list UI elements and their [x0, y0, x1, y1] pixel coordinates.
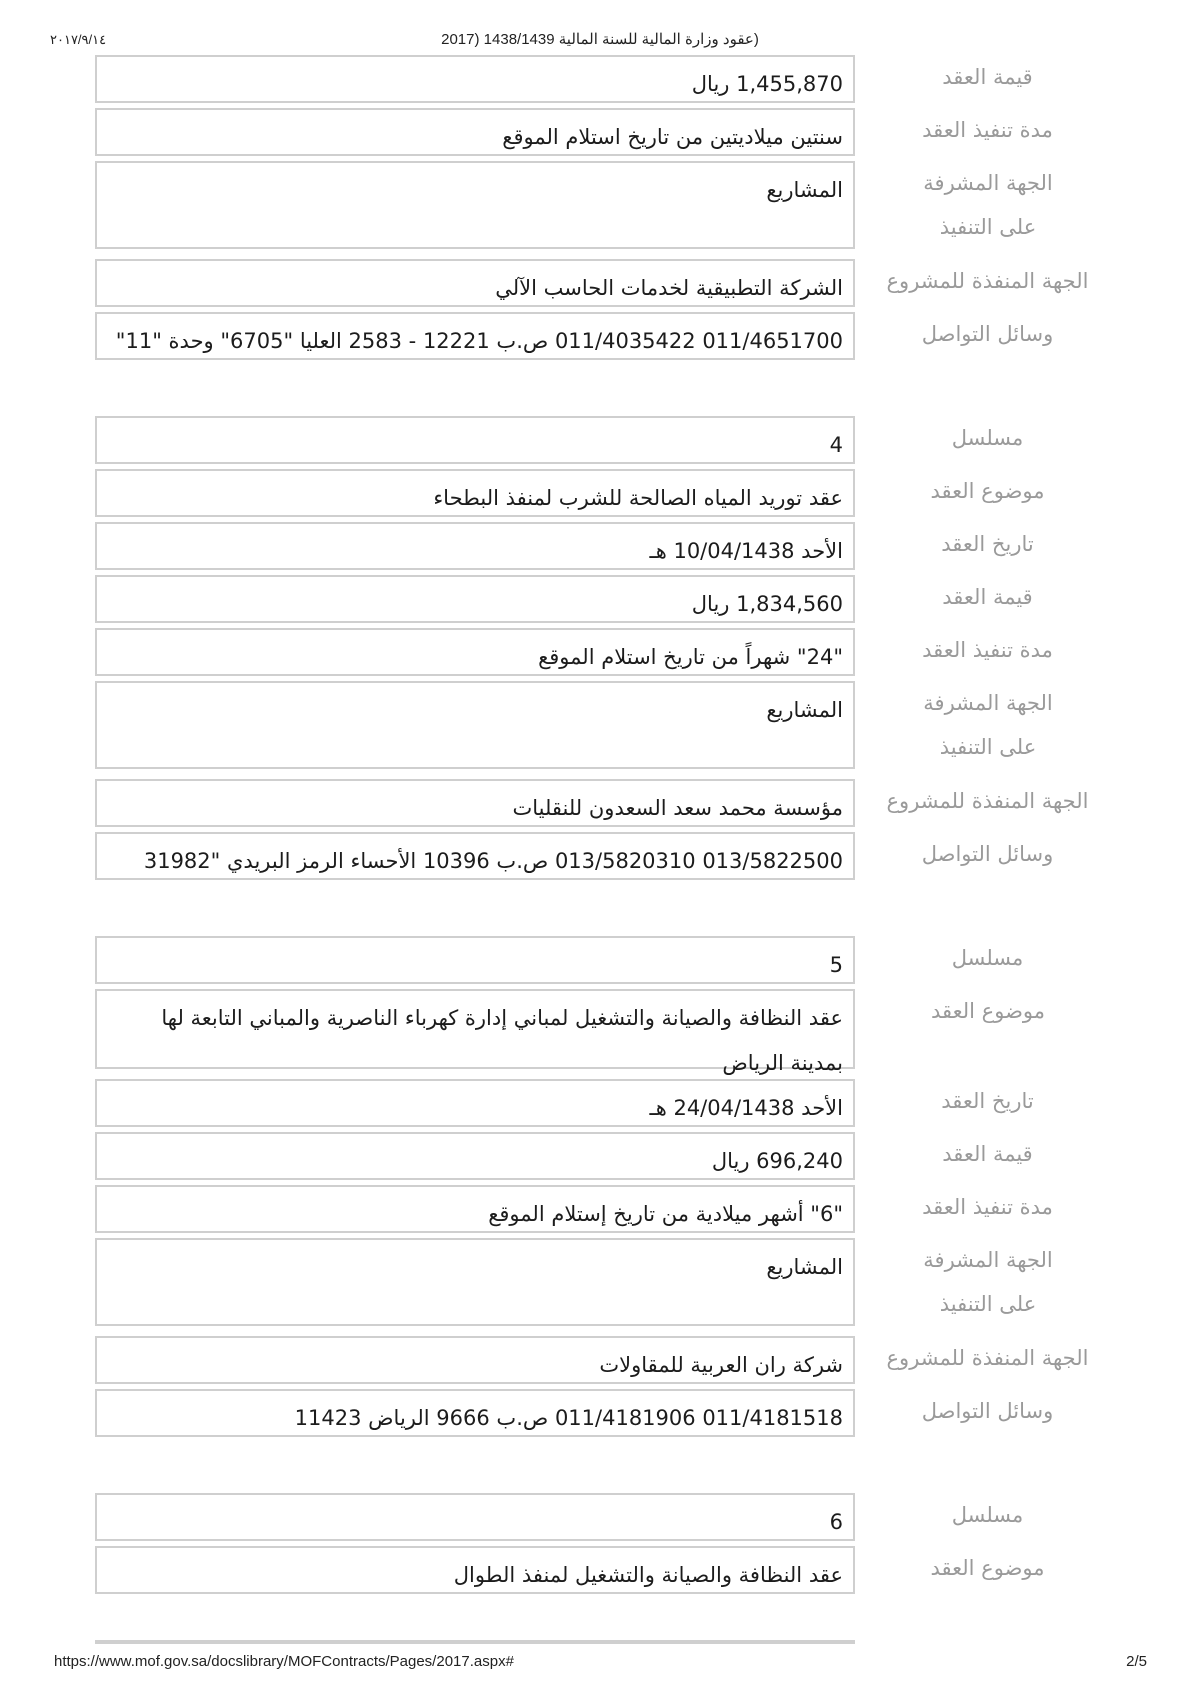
- field-label: الجهة المنفذة للمشروع: [886, 269, 1089, 293]
- field-value: المشاريع: [95, 1238, 855, 1326]
- field-value: سنتين ميلاديتين من تاريخ استلام الموقع: [95, 108, 855, 156]
- field-value: عقد النظافة والصيانة والتشغيل لمنفذ الطوال: [95, 1546, 855, 1594]
- contract-field-row: [95, 1132, 1095, 1180]
- field-value: 013/5822500 013/5820310 ص.ب 10396 الأحساء الرمز البريدي "31982: [95, 832, 855, 880]
- field-label: وسائل التواصل: [921, 842, 1054, 866]
- field-label: مسلسل: [951, 426, 1024, 450]
- field-value: عقد توريد المياه الصالحة للشرب لمنفذ البطحاء: [95, 469, 855, 517]
- contract-field-row: [95, 681, 1095, 769]
- field-value: شركة ران العربية للمقاولات: [95, 1336, 855, 1384]
- contract-field-row: [95, 55, 1095, 103]
- contract-field-row: [95, 1493, 1095, 1541]
- contract-field-row: [95, 779, 1095, 827]
- field-label: قيمة العقد: [942, 1142, 1033, 1166]
- contract-field-row: [95, 1389, 1095, 1437]
- field-value: 011/4651700 011/4035422 ص.ب 12221 - 2583 العليا "6705" وحدة "11": [95, 312, 855, 360]
- field-label: موضوع العقد: [930, 1556, 1045, 1580]
- field-value: 696,240 ريال: [95, 1132, 855, 1180]
- contract-field-row: [95, 832, 1095, 880]
- contract-field-row: [95, 259, 1095, 307]
- field-value: 1,834,560 ريال: [95, 575, 855, 623]
- contract-field-row: [95, 469, 1095, 517]
- field-value: الشركة التطبيقية لخدمات الحاسب الآلي: [95, 259, 855, 307]
- field-value: 5: [95, 936, 855, 984]
- field-value: المشاريع: [95, 681, 855, 769]
- field-value: الأحد 24/04/1438 هـ: [95, 1079, 855, 1127]
- field-label: مدة تنفيذ العقد: [922, 638, 1053, 662]
- field-label: الجهة المنفذة للمشروع: [886, 789, 1089, 813]
- field-label: مسلسل: [951, 946, 1024, 970]
- field-label: تاريخ العقد: [941, 532, 1034, 556]
- field-label: الجهة المشرفة على التنفيذ: [923, 1248, 1053, 1316]
- print-footer: [0, 1653, 1200, 1677]
- field-value: عقد النظافة والصيانة والتشغيل لمباني إدارة كهرباء الناصرية والمباني التابعة لها بمدينة الرياض: [95, 989, 855, 1069]
- field-label: قيمة العقد: [942, 585, 1033, 609]
- field-label: وسائل التواصل: [921, 1399, 1054, 1423]
- table-continuation-edge: [95, 1640, 855, 1644]
- contract-field-row: [95, 1238, 1095, 1326]
- field-label: قيمة العقد: [942, 65, 1033, 89]
- contract-field-row: [95, 522, 1095, 570]
- field-value: 1,455,870 ريال: [95, 55, 855, 103]
- field-value: "24" شهراً من تاريخ استلام الموقع: [95, 628, 855, 676]
- field-label: موضوع العقد: [930, 479, 1045, 503]
- contract-field-row: [95, 1185, 1095, 1233]
- field-label: مسلسل: [951, 1503, 1024, 1527]
- field-label: مدة تنفيذ العقد: [922, 118, 1053, 142]
- field-label: مدة تنفيذ العقد: [922, 1195, 1053, 1219]
- contract-field-row: [95, 416, 1095, 464]
- field-value: مؤسسة محمد سعد السعدون للنقليات: [95, 779, 855, 827]
- contract-field-row: [95, 312, 1095, 360]
- contract-field-row: [95, 936, 1095, 984]
- field-value: المشاريع: [95, 161, 855, 249]
- contract-field-row: [95, 989, 1095, 1075]
- contract-field-row: [95, 1546, 1095, 1594]
- field-label: موضوع العقد: [931, 999, 1045, 1023]
- field-label: تاريخ العقد: [941, 1089, 1034, 1113]
- field-value: "6" أشهر ميلادية من تاريخ إستلام الموقع: [95, 1185, 855, 1233]
- field-label: وسائل التواصل: [921, 322, 1054, 346]
- page-number: 2/5: [1126, 1653, 1147, 1670]
- contract-field-row: [95, 108, 1095, 156]
- contract-field-row: [95, 1079, 1095, 1127]
- document-title: (عقود وزارة المالية للسنة المالية 1438/1439 (2017: [441, 31, 759, 48]
- field-label: الجهة المشرفة على التنفيذ: [923, 691, 1053, 759]
- field-label: الجهة المشرفة على التنفيذ: [923, 171, 1053, 239]
- field-value: 011/4181518 011/4181906 ص.ب 9666 الرياض 11423: [95, 1389, 855, 1437]
- field-value: 6: [95, 1493, 855, 1541]
- field-value: الأحد 10/04/1438 هـ: [95, 522, 855, 570]
- contract-field-row: [95, 1336, 1095, 1384]
- contract-field-row: [95, 575, 1095, 623]
- contract-field-row: [95, 161, 1095, 249]
- page-url: https://www.mof.gov.sa/docslibrary/MOFContracts/Pages/2017.aspx#: [54, 1653, 514, 1670]
- print-date: ٢٠١٧/٩/١٤: [50, 32, 107, 47]
- field-value: 4: [95, 416, 855, 464]
- field-label: الجهة المنفذة للمشروع: [886, 1346, 1089, 1370]
- contract-field-row: [95, 628, 1095, 676]
